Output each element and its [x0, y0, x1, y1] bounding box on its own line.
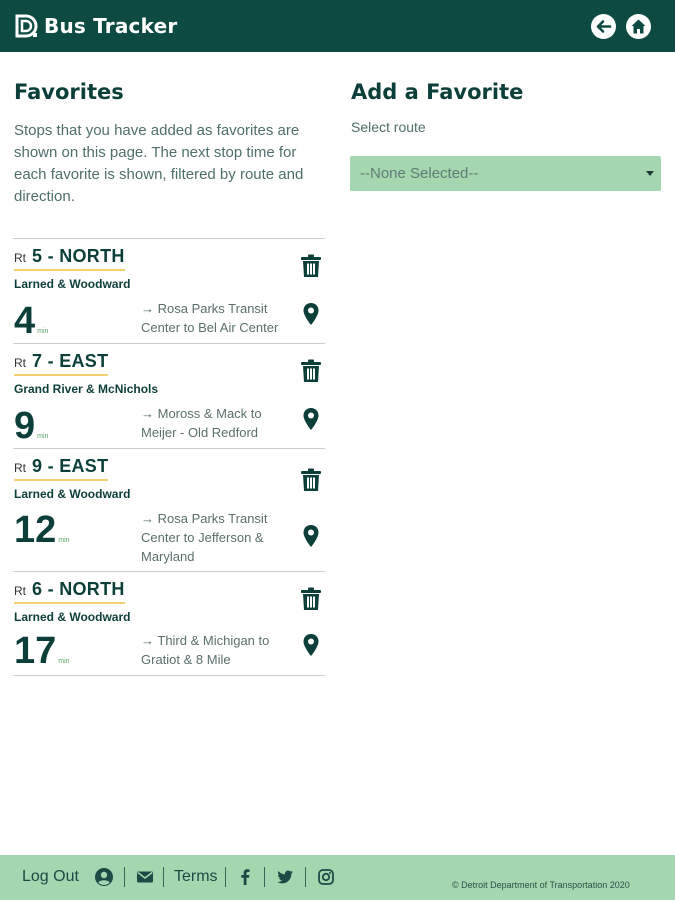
- route-name: 9 - EAST: [32, 456, 109, 476]
- route-title: [14, 246, 125, 271]
- route-direction: → Rosa Parks Transit Center to Bel Air Center: [141, 301, 279, 335]
- route-prefix: Rt: [14, 356, 26, 370]
- footer-divider: [163, 867, 164, 887]
- arrival-time: [14, 407, 48, 445]
- favorite-item: [13, 449, 325, 572]
- arrival-time: [14, 632, 70, 670]
- map-pin-icon[interactable]: [302, 524, 320, 548]
- dot-logo-icon: [14, 13, 40, 39]
- route-direction: → Third & Michigan to Gratiot & 8 Mile: [141, 633, 270, 667]
- route-select-value: --None Selected--: [360, 165, 479, 182]
- arrival-time: [14, 302, 48, 340]
- route-title: [14, 351, 108, 376]
- route-title: [14, 579, 125, 604]
- trash-icon[interactable]: [300, 254, 322, 278]
- terms-link[interactable]: Terms: [174, 868, 218, 885]
- email-icon[interactable]: [135, 867, 155, 887]
- arrival-unit: min: [37, 433, 49, 440]
- logout-link[interactable]: Log Out: [22, 868, 79, 885]
- arrival-unit: min: [58, 658, 70, 665]
- trash-icon[interactable]: [300, 359, 322, 383]
- route-direction: → Rosa Parks Transit Center to Jefferson & Maryland: [141, 511, 268, 564]
- trash-icon[interactable]: [300, 587, 322, 611]
- arrival-minutes: 12: [14, 509, 57, 551]
- home-button[interactable]: [626, 14, 651, 39]
- trash-icon[interactable]: [300, 468, 322, 492]
- footer-divider: [264, 867, 265, 887]
- arrow-left-icon: [595, 18, 612, 35]
- route-select[interactable]: [350, 156, 661, 191]
- footer-divider: [124, 867, 125, 887]
- map-pin-icon[interactable]: [302, 633, 320, 657]
- add-favorite-heading: Add a Favorite: [351, 80, 524, 104]
- stop-name: Larned & Woodward: [14, 610, 131, 624]
- favorites-list: [13, 238, 325, 676]
- arrival-unit: min: [37, 328, 49, 335]
- route-prefix: Rt: [14, 584, 26, 598]
- favorites-heading: Favorites: [14, 80, 124, 104]
- arrival-minutes: 9: [14, 405, 36, 447]
- back-button[interactable]: [591, 14, 616, 39]
- arrival-minutes: 4: [14, 300, 36, 342]
- app-title: Bus Tracker: [44, 14, 178, 38]
- map-pin-icon[interactable]: [302, 407, 320, 431]
- stop-name: Larned & Woodward: [14, 277, 131, 291]
- select-route-label: Select route: [351, 119, 426, 135]
- favorite-item: [13, 239, 325, 344]
- twitter-icon[interactable]: [275, 867, 295, 887]
- arrival-time: [14, 511, 70, 549]
- home-icon: [630, 18, 647, 35]
- route-name: 7 - EAST: [32, 351, 109, 371]
- app-header: [0, 0, 675, 52]
- map-pin-icon[interactable]: [302, 302, 320, 326]
- route-name: 6 - NORTH: [32, 579, 125, 599]
- route-prefix: Rt: [14, 251, 26, 265]
- route-direction: → Moross & Mack to Meijer - Old Redford: [141, 406, 262, 440]
- stop-name: Larned & Woodward: [14, 487, 131, 501]
- copyright-text: © Detroit Department of Transportation 2020: [452, 880, 630, 890]
- arrival-minutes: 17: [14, 630, 57, 672]
- footer-divider: [305, 867, 306, 887]
- facebook-icon[interactable]: [235, 867, 255, 887]
- caret-down-icon: [646, 171, 654, 176]
- favorites-intro: Stops that you have added as favorites are shown on this page. The next stop time for each favorite is shown, filtered by route and direction.: [14, 122, 304, 205]
- favorite-item: [13, 572, 325, 676]
- favorite-item: [13, 344, 325, 449]
- brand[interactable]: [14, 12, 177, 40]
- arrival-unit: min: [58, 537, 70, 544]
- account-icon[interactable]: [94, 867, 114, 887]
- route-prefix: Rt: [14, 461, 26, 475]
- app-footer: [0, 855, 675, 900]
- route-title: [14, 456, 108, 481]
- footer-divider: [225, 867, 226, 887]
- stop-name: Grand River & McNichols: [14, 382, 159, 396]
- instagram-icon[interactable]: [316, 867, 336, 887]
- route-name: 5 - NORTH: [32, 246, 125, 266]
